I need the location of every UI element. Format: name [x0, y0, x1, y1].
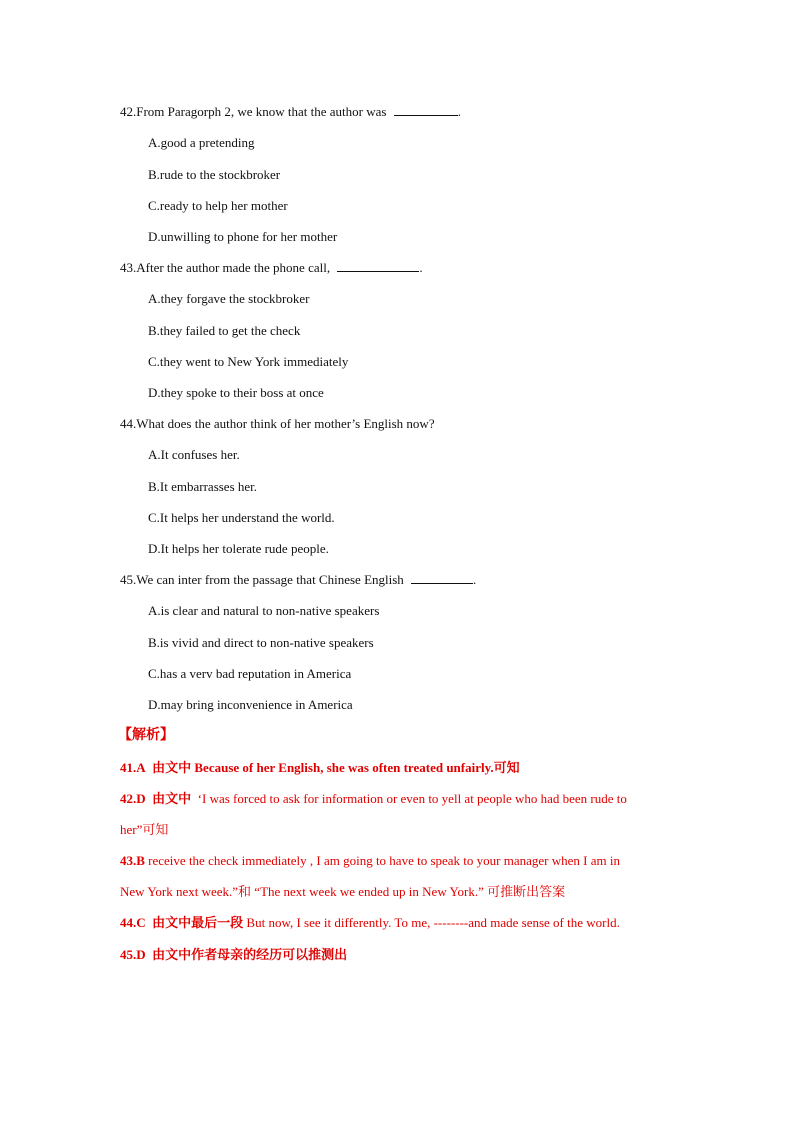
question-43-stem	[120, 259, 423, 277]
option-43-d: D.they spoke to their boss at once	[148, 385, 324, 400]
question-44-stem: 44.What does the author think of her mother’s English now?	[120, 416, 435, 431]
option-43-c: C.they went to New York immediately	[148, 354, 349, 369]
option-44-c: C.It helps her understand the world.	[148, 510, 335, 525]
option-44-b: B.It embarrasses her.	[148, 479, 258, 494]
answer-41	[120, 759, 520, 777]
option-45-d: D.may bring inconvenience in America	[148, 697, 353, 712]
answer-blank	[394, 103, 458, 116]
answer-43-continued: New York next week.”和 “The next week we ended up in New York.” 可推断出答案	[120, 884, 566, 899]
option-45-c: C.has a verv bad reputation in America	[148, 666, 352, 681]
question-42-tail: .	[457, 104, 461, 119]
option-44-d: D.It helps her tolerate rude people.	[148, 541, 329, 556]
option-45-b: B.is vivid and direct to non-native speakers	[148, 635, 374, 650]
answer-42	[120, 790, 627, 808]
answer-44-key: 44.C	[120, 915, 146, 930]
answer-44-text: But now, I see it differently. To me, --------and made sense of the world.	[246, 915, 620, 930]
answer-45-text: 由文中作者母亲的经历可以推测出	[152, 947, 348, 962]
option-42-d: D.unwilling to phone for her mother	[148, 229, 338, 244]
answer-42-lead: 由文中	[152, 791, 192, 806]
answer-45	[120, 946, 347, 964]
answer-45-key: 45.D	[120, 947, 146, 962]
answer-41-key: 41.A	[120, 760, 146, 775]
answer-42-continued: her”可知	[120, 822, 169, 837]
answer-44	[120, 914, 620, 932]
answer-blank	[337, 259, 419, 272]
answer-44-lead: 由文中最后一段	[152, 915, 244, 930]
option-43-b: B.they failed to get the check	[148, 323, 301, 338]
question-45-text: 45.We can inter from the passage that Chinese English	[120, 572, 404, 587]
option-44-a: A.It confuses her.	[148, 447, 240, 462]
answer-42-key: 42.D	[120, 791, 146, 806]
question-42-stem	[120, 103, 461, 121]
answer-43-key: 43.B	[120, 853, 145, 868]
answer-blank	[411, 571, 473, 584]
analysis-heading: 【解析】	[118, 728, 174, 743]
answer-41-text: 由文中 Because of her English, she was often treated unfairly.可知	[152, 760, 520, 775]
option-42-a: A.good a pretending	[148, 135, 255, 150]
option-42-c: C.ready to help her mother	[148, 198, 288, 213]
question-42-text: 42.From Paragorph 2, we know that the author was	[120, 104, 387, 119]
question-43-tail: .	[419, 260, 423, 275]
answer-43-text: receive the check immediately , I am going to have to speak to your manager when I am in	[148, 853, 620, 868]
option-42-b: B.rude to the stockbroker	[148, 167, 281, 182]
question-43-text: 43.After the author made the phone call,	[120, 260, 331, 275]
option-45-a: A.is clear and natural to non-native speakers	[148, 603, 380, 618]
option-43-a: A.they forgave the stockbroker	[148, 291, 310, 306]
answer-42-text: ‘I was forced to ask for information or even to yell at people who had been rude to	[197, 791, 627, 806]
question-45-tail: .	[473, 572, 477, 587]
answer-43	[120, 852, 620, 870]
question-45-stem	[120, 571, 476, 589]
